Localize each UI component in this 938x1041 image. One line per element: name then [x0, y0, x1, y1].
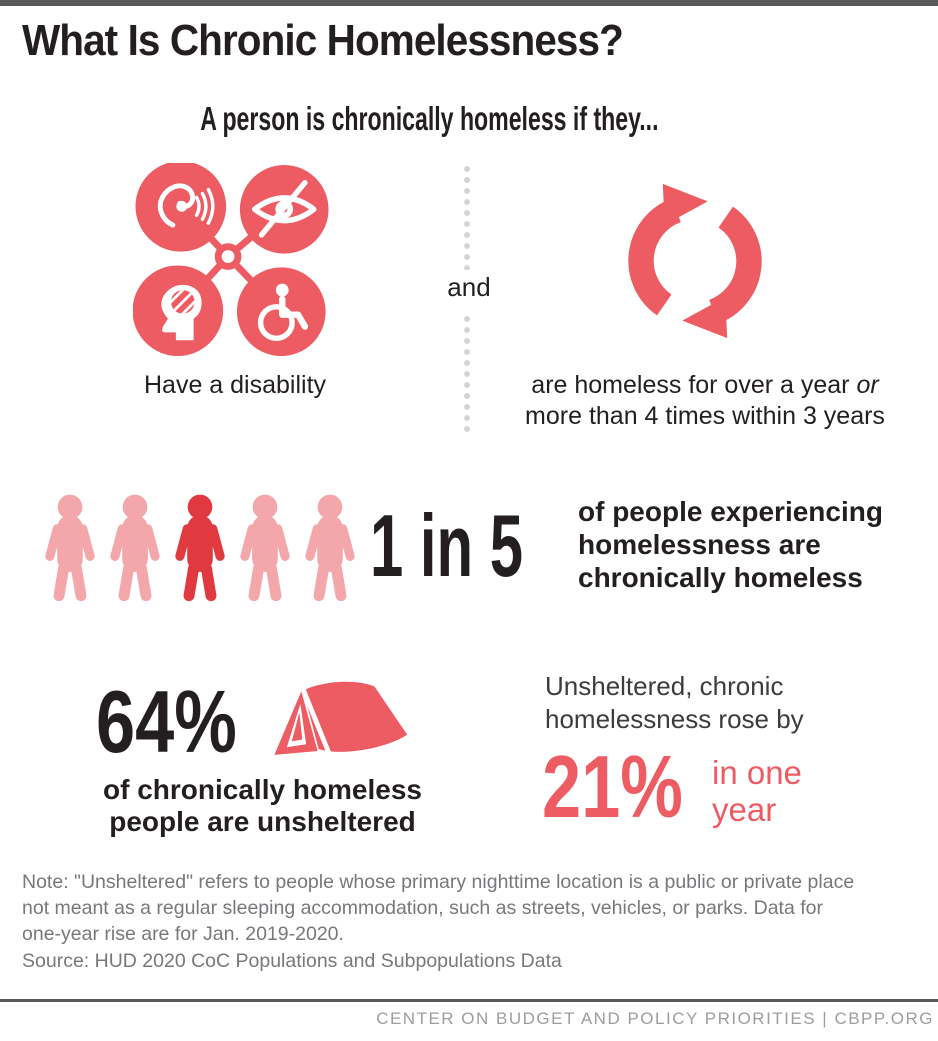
disability-icon-cluster: [133, 163, 333, 360]
tent-icon: [258, 676, 412, 776]
one-in-five-caption-line3: chronically homeless: [578, 561, 863, 593]
dotted-divider-top: [464, 166, 470, 270]
duration-caption-line2: more than 4 times within 3 years: [525, 402, 885, 431]
note-text: Note: "Unsheltered" refers to people whose primary nighttime location is a public or private place not meant as a regular sleeping accommodation, such as streets, vehicles, or parks. Data for one-year rise are for Jan. 2019-2020.: [22, 871, 855, 945]
person-icon: [38, 489, 102, 609]
top-accent-bar: [0, 0, 938, 6]
duration-caption-line1: are homeless for over a year: [531, 371, 857, 399]
unsheltered-caption: [60, 774, 465, 839]
rise-value: 21%: [542, 737, 683, 836]
person-icon: [103, 489, 167, 609]
person-icon: [233, 489, 297, 609]
and-connector: and: [447, 272, 491, 302]
cycle-arrows-icon: [612, 178, 778, 344]
one-in-five-stat: [370, 496, 595, 595]
person-icon: [168, 489, 232, 609]
rise-stat: [542, 737, 718, 836]
dotted-divider-bottom: [464, 316, 470, 434]
rise-intro-line1: Unsheltered, chronic: [545, 671, 784, 701]
unsheltered-caption-line2: people are unsheltered: [109, 806, 416, 838]
one-in-five-caption-line2: homelessness are: [578, 528, 821, 560]
source-text: Source: HUD 2020 CoC Populations and Subpopulations Data: [22, 950, 562, 972]
pictogram-row: [38, 489, 363, 609]
rise-suffix: [712, 755, 802, 829]
rise-suffix-line1: in one: [712, 754, 802, 791]
rise-intro: [545, 670, 804, 735]
disability-caption: Have a disability: [143, 371, 327, 399]
subtitle-wrap: [0, 100, 858, 138]
person-icon: [298, 489, 362, 609]
unsheltered-value: 64%: [96, 672, 237, 771]
duration-caption-or: or: [856, 371, 879, 399]
duration-caption: [505, 370, 905, 433]
subtitle: A person is chronically homeless if they...: [199, 100, 659, 137]
one-in-five-value: 1 in 5: [370, 496, 523, 595]
one-in-five-caption: [578, 496, 918, 594]
footer-divider: [0, 999, 938, 1002]
unsheltered-stat: [96, 672, 272, 771]
cluster-hub: [218, 247, 238, 267]
footer-credit: CENTER ON BUDGET AND POLICY PRIORITIES | CBPP.ORG: [376, 1009, 934, 1028]
page-title: What Is Chronic Homelessness?: [22, 16, 623, 65]
one-in-five-caption-line1: of people experiencing: [578, 496, 883, 527]
rise-intro-line2: homelessness rose by: [545, 703, 804, 734]
unsheltered-caption-line1: of chronically homeless: [103, 774, 422, 805]
rise-suffix-line2: year: [712, 790, 777, 828]
